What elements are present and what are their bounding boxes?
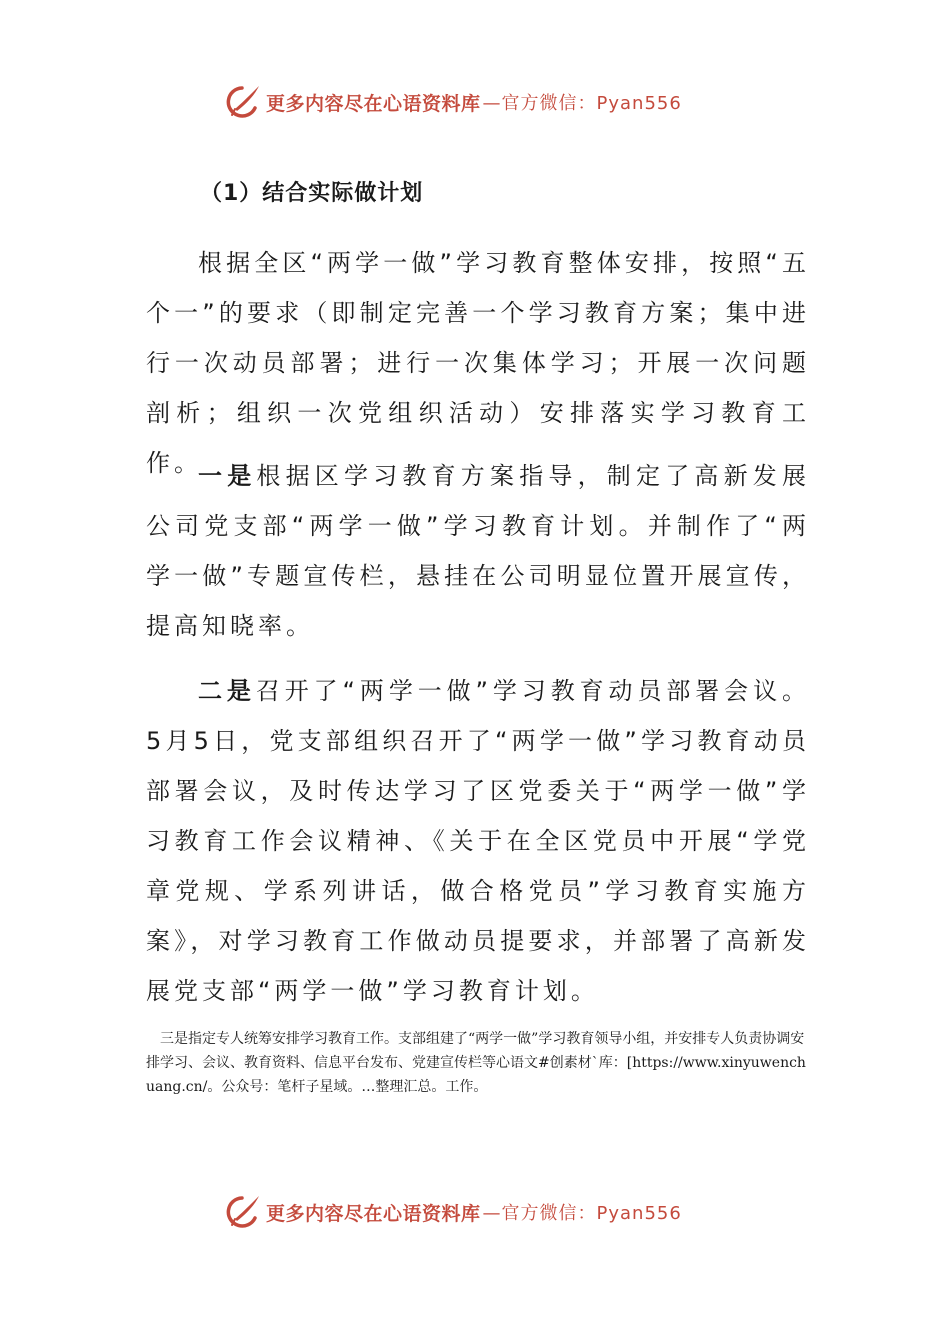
paragraph-lead: 二是 <box>198 677 256 705</box>
quill-logo-icon <box>222 1192 262 1232</box>
banner-brand-text: 更多内容尽在心语资料库 <box>266 1202 481 1225</box>
note-text: 三是指定专人统筹安排学习教育工作。支部组建了“两学一做”学习教育领导小组，并安排专人负责协调安排学习、会议、教育资料、信息平台发布、党建宣传栏等心语文#创素材`库：[https://www.xinyuwenchuang.cn/。公众号：笔杆子星域。…整理汇总。工作。 <box>146 1031 806 1095</box>
paragraph-text: 根据全区“两学一做”学习教育整体安排，按照“五个一”的要求（即制定完善一个学习教育方案；集中进行一次动员部署；进行一次集体学习；开展一次问题剖析；组织一次党组织活动）安排落实学习教育工作。 <box>146 249 810 477</box>
paragraph-text: 根据区学习教育方案指导，制定了高新发展公司党支部“两学一做”学习教育计划。并制作了“两学一做”专题宣传栏，悬挂在公司明显位置开展宣传，提高知晓率。 <box>146 462 811 640</box>
paragraph-text: 召开了“两学一做”学习教育动员部署会议。5月5日，党支部组织召开了“两学一做”学习教育动员部署会议，及时传达学习了区党委关于“两学一做”学习教育工作会议精神、《关于在全区党员中开展“学党章党规、学系列讲话，做合格党员”学习教育实施方案》，对学习教育工作做动员提要求，并部署了高新发展党支部“两学一做”学习教育计划。 <box>146 677 810 1005</box>
banner-brand-text: 更多内容尽在心语资料库 <box>266 92 481 115</box>
section-heading: （1）结合实际做计划 <box>200 181 424 206</box>
header-banner <box>222 80 682 124</box>
banner-wechat-text: —官方微信：Pyan556 <box>482 1203 682 1224</box>
paragraph-item-two <box>146 666 810 1016</box>
paragraph-lead: 一是 <box>198 462 257 490</box>
paragraph-item-one <box>146 451 810 651</box>
footer-banner <box>222 1190 682 1234</box>
banner-wechat-text: —官方微信：Pyan556 <box>482 93 682 114</box>
quill-logo-icon <box>222 82 262 122</box>
small-note-paragraph <box>146 1027 810 1099</box>
